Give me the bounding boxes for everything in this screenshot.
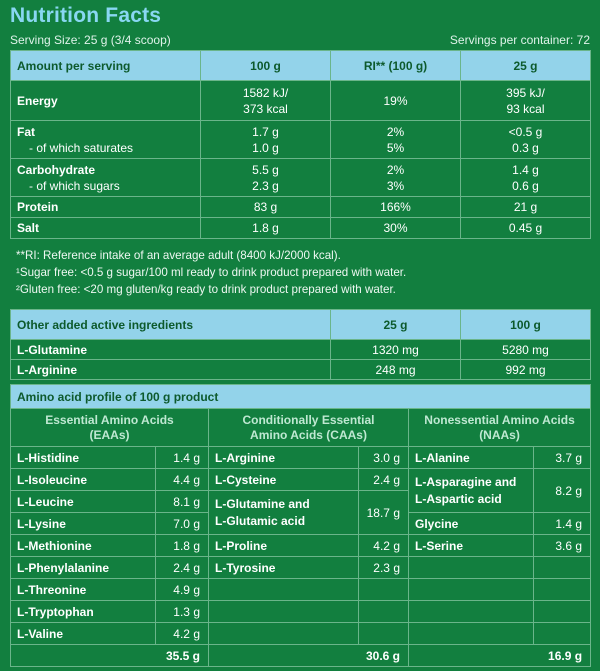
caa-name: L-Tyrosine	[209, 557, 359, 579]
empty-cell	[534, 623, 591, 645]
header-line: Essential Amino Acids	[45, 412, 174, 427]
active-header-row	[11, 310, 591, 340]
col-ingredient: Other added active ingredients	[11, 310, 331, 340]
value: 0.6 g	[512, 178, 539, 193]
eaa-name: L-Isoleucine	[11, 469, 156, 491]
eaa-name: L-Leucine	[11, 491, 156, 513]
eaa-name: L-Phenylalanine	[11, 557, 156, 579]
energy-kj: 395 kJ/	[506, 85, 545, 100]
empty-cell	[409, 579, 534, 601]
row-label: Protein	[11, 197, 201, 218]
carb-labels	[11, 159, 201, 197]
value: 1.0 g	[252, 140, 279, 155]
naa-header	[409, 409, 591, 447]
ingredient-25g: 1320 mg	[331, 340, 461, 360]
caa-value: 4.2 g	[359, 535, 409, 557]
eaa-value: 2.4 g	[156, 557, 209, 579]
header-line: (EAAs)	[89, 427, 130, 442]
name-line: L-Asparagine and	[415, 474, 517, 489]
footnotes	[10, 239, 590, 298]
empty-cell	[409, 557, 534, 579]
amino-acid-table	[10, 384, 591, 667]
amino-group-headers	[11, 409, 591, 447]
value: 1.4 g	[512, 162, 539, 177]
fat-100g	[201, 121, 331, 159]
salt-100g: 1.8 g	[201, 218, 331, 239]
energy-kj: 1582 kJ/	[242, 85, 289, 100]
amino-row	[11, 579, 591, 601]
serving-info	[10, 32, 590, 50]
naa-value: 3.7 g	[534, 447, 591, 469]
caa-header	[209, 409, 409, 447]
value: 2%	[386, 124, 405, 139]
empty-cell	[359, 623, 409, 645]
header-line: (NAAs)	[479, 427, 520, 442]
naa-value: 8.2 g	[534, 469, 591, 513]
eaa-name: L-Lysine	[11, 513, 156, 535]
col-25g: 25 g	[331, 310, 461, 340]
eaa-name: L-Methionine	[11, 535, 156, 557]
naa-name: L-Serine	[409, 535, 534, 557]
protein-25g: 21 g	[461, 197, 591, 218]
page-title: Nutrition Facts	[10, 4, 162, 27]
value: 5.5 g	[252, 162, 279, 177]
active-ingredients-table	[10, 309, 591, 380]
eaa-value: 1.4 g	[156, 447, 209, 469]
eaa-name: L-Valine	[11, 623, 156, 645]
caa-total: 30.6 g	[209, 645, 409, 667]
eaa-value: 4.4 g	[156, 469, 209, 491]
naa-name: Glycine	[409, 513, 534, 535]
row-sublabel: - of which saturates	[29, 140, 134, 155]
fat-labels	[11, 121, 201, 159]
footnote-sugar: ¹Sugar free: <0.5 g sugar/100 ml ready to drink product prepared with water.	[16, 266, 407, 279]
header-line: Conditionally Essential	[242, 412, 375, 427]
naa-value: 3.6 g	[534, 535, 591, 557]
value: 2.3 g	[252, 178, 279, 193]
empty-cell	[409, 623, 534, 645]
naa-name	[409, 469, 534, 513]
col-100g: 100 g	[201, 51, 331, 81]
row-protein	[11, 197, 591, 218]
row-sublabel: - of which sugars	[29, 178, 120, 193]
energy-25g	[461, 81, 591, 121]
energy-kcal: 373 kcal	[243, 101, 288, 116]
naa-total: 16.9 g	[409, 645, 591, 667]
row-l-glutamine	[11, 340, 591, 360]
ingredient-name: L-Glutamine	[11, 340, 331, 360]
energy-100g	[201, 81, 331, 121]
eaa-total: 35.5 g	[11, 645, 209, 667]
empty-cell	[209, 579, 359, 601]
caa-name: L-Arginine	[209, 447, 359, 469]
eaa-value: 4.2 g	[156, 623, 209, 645]
carb-100g	[201, 159, 331, 197]
empty-cell	[534, 557, 591, 579]
eaa-header	[11, 409, 209, 447]
value: 0.3 g	[512, 140, 539, 155]
eaa-value: 4.9 g	[156, 579, 209, 601]
nutrition-table	[10, 50, 591, 239]
carb-25g	[461, 159, 591, 197]
energy-kcal: 93 kcal	[506, 101, 545, 116]
value: 5%	[386, 140, 405, 155]
eaa-value: 1.8 g	[156, 535, 209, 557]
empty-cell	[534, 579, 591, 601]
protein-100g: 83 g	[201, 197, 331, 218]
naa-name: L-Alanine	[409, 447, 534, 469]
amino-row	[11, 623, 591, 645]
ingredient-name: L-Arginine	[11, 360, 331, 380]
caa-name: L-Proline	[209, 535, 359, 557]
col-100g: 100 g	[461, 310, 591, 340]
value: 2%	[386, 162, 405, 177]
footnote-ri: **RI: Reference intake of an average adult (8400 kJ/2000 kcal).	[16, 249, 341, 262]
empty-cell	[534, 601, 591, 623]
eaa-name: L-Threonine	[11, 579, 156, 601]
amino-totals-row	[11, 645, 591, 667]
eaa-value: 7.0 g	[156, 513, 209, 535]
row-label: Energy	[11, 81, 201, 121]
value: 1.7 g	[252, 124, 279, 139]
servings-per-container: Servings per container: 72	[449, 33, 590, 47]
eaa-name: L-Tryptophan	[11, 601, 156, 623]
caa-name: L-Cysteine	[209, 469, 359, 491]
value: <0.5 g	[508, 124, 543, 139]
value: 3%	[386, 178, 405, 193]
protein-ri: 166%	[331, 197, 461, 218]
footnote-gluten: ²Gluten free: <20 mg gluten/kg ready to drink product prepared with water.	[16, 283, 396, 296]
energy-ri: 19%	[331, 81, 461, 121]
row-l-arginine	[11, 360, 591, 380]
caa-value: 3.0 g	[359, 447, 409, 469]
row-label: Salt	[11, 218, 201, 239]
row-label: Fat	[17, 124, 35, 139]
row-label: Carbohydrate	[17, 162, 96, 177]
amino-row	[11, 535, 591, 557]
row-fat	[11, 121, 591, 159]
col-25g: 25 g	[461, 51, 591, 81]
empty-cell	[209, 623, 359, 645]
amino-title: Amino acid profile of 100 g product	[11, 385, 591, 409]
caa-value: 18.7 g	[359, 491, 409, 535]
caa-name	[209, 491, 359, 535]
row-carbohydrate	[11, 159, 591, 197]
name-line: L-Glutamic acid	[215, 513, 306, 528]
row-energy	[11, 81, 591, 121]
carb-ri	[331, 159, 461, 197]
header-line: Nonessential Amino Acids	[424, 412, 575, 427]
empty-cell	[409, 601, 534, 623]
amino-row	[11, 447, 591, 469]
amino-row	[11, 557, 591, 579]
fat-25g	[461, 121, 591, 159]
ingredient-25g: 248 mg	[331, 360, 461, 380]
col-ri: RI** (100 g)	[331, 51, 461, 81]
ingredient-100g: 5280 mg	[461, 340, 591, 360]
caa-value: 2.3 g	[359, 557, 409, 579]
col-amount-per-serving: Amount per serving	[11, 51, 201, 81]
caa-value: 2.4 g	[359, 469, 409, 491]
salt-25g: 0.45 g	[461, 218, 591, 239]
amino-row	[11, 469, 591, 491]
empty-cell	[359, 601, 409, 623]
name-line: L-Aspartic acid	[415, 491, 502, 506]
amino-title-row	[11, 385, 591, 409]
name-line: L-Glutamine and	[215, 496, 310, 511]
fat-ri	[331, 121, 461, 159]
ingredient-100g: 992 mg	[461, 360, 591, 380]
serving-size: Serving Size: 25 g (3/4 scoop)	[10, 33, 171, 47]
naa-value: 1.4 g	[534, 513, 591, 535]
eaa-value: 1.3 g	[156, 601, 209, 623]
nutrition-header-row	[11, 51, 591, 81]
amino-row	[11, 601, 591, 623]
eaa-name: L-Histidine	[11, 447, 156, 469]
salt-ri: 30%	[331, 218, 461, 239]
empty-cell	[359, 579, 409, 601]
header-line: Amino Acids (CAAs)	[250, 427, 367, 442]
nutrition-facts-panel	[10, 0, 590, 667]
eaa-value: 8.1 g	[156, 491, 209, 513]
row-salt	[11, 218, 591, 239]
empty-cell	[209, 601, 359, 623]
